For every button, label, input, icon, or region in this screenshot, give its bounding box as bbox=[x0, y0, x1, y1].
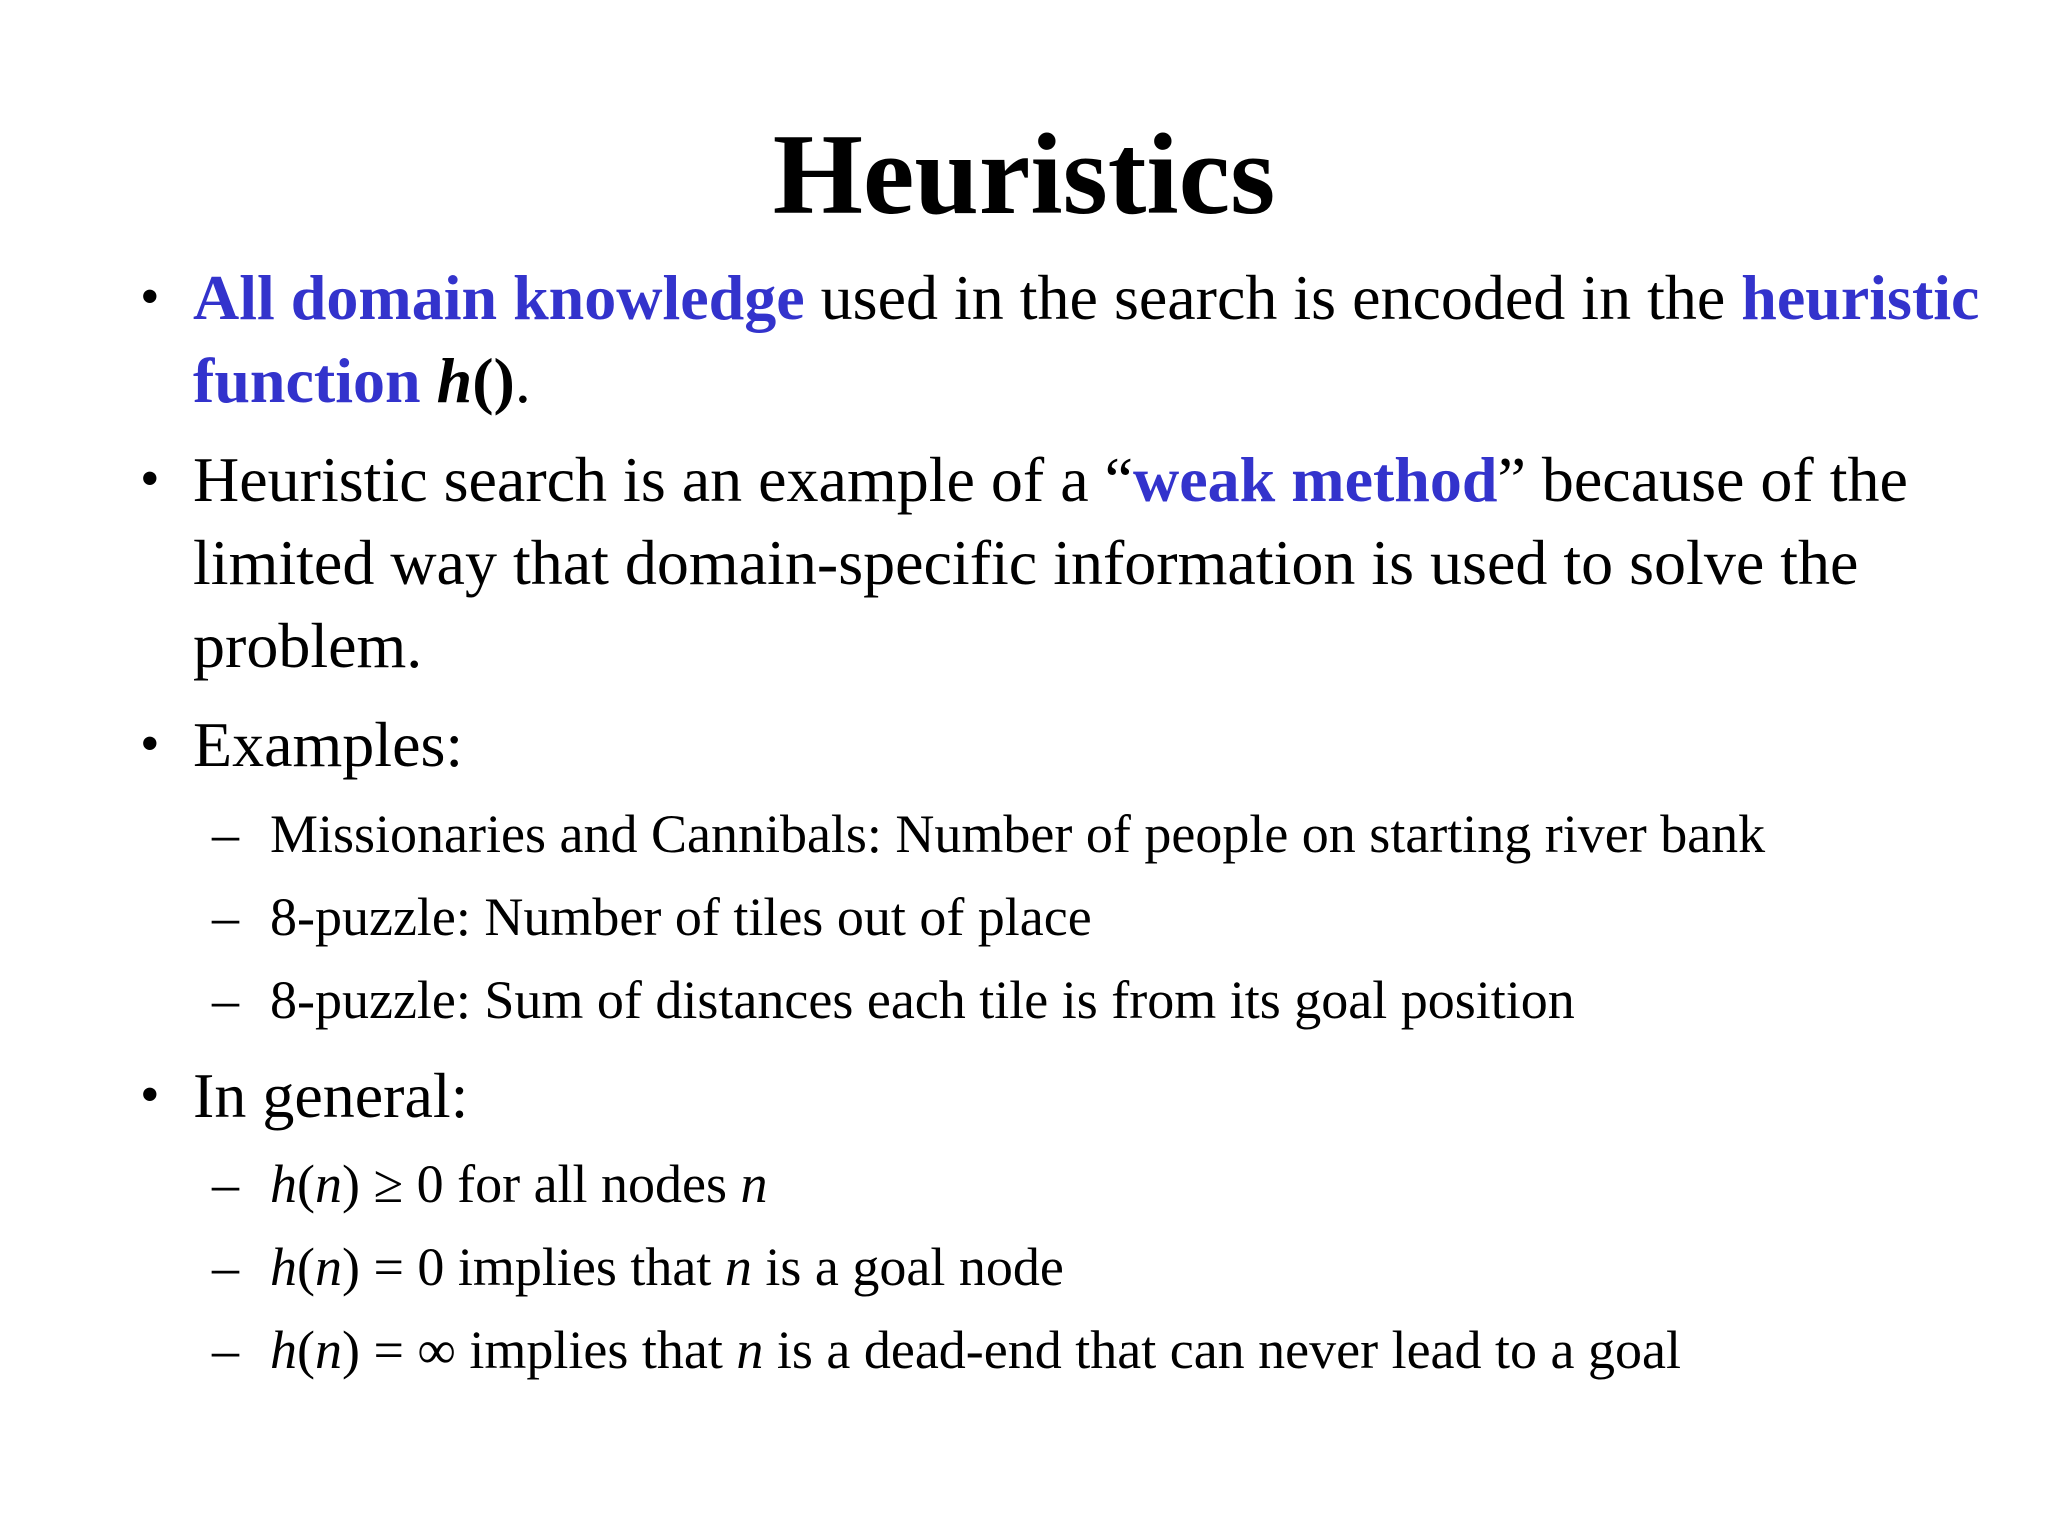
example-text: Missionaries and Cannibals: Number of people on starting river bank bbox=[270, 804, 1766, 864]
bullet-weak-method bbox=[140, 438, 1980, 687]
n-symbol: n bbox=[314, 1320, 342, 1380]
paren: ( bbox=[297, 1237, 315, 1297]
text-span: used in the search is encoded in the bbox=[804, 262, 1742, 333]
text-span: ” because of the limited way that domain-specific information is used to solve the problem. bbox=[193, 444, 1908, 681]
example-text: 8-puzzle: Sum of distances each tile is from its goal position bbox=[270, 970, 1575, 1030]
bullet-dot-icon: • bbox=[140, 713, 160, 775]
text-span: = 0 implies that bbox=[359, 1237, 725, 1297]
general-item bbox=[212, 1143, 2012, 1226]
text-span bbox=[421, 345, 437, 416]
dash-icon: – bbox=[212, 887, 239, 947]
bullet-examples bbox=[140, 703, 1980, 786]
n-symbol: n bbox=[740, 1154, 768, 1214]
paren: ) bbox=[341, 1154, 360, 1214]
bullet-dot-icon: • bbox=[140, 266, 160, 328]
text-span: ≥ 0 for all nodes bbox=[359, 1154, 741, 1214]
general-item bbox=[212, 1226, 2012, 1309]
bullet-domain-knowledge bbox=[140, 256, 1980, 422]
bullet-text: Examples: bbox=[193, 709, 464, 780]
function-symbol: h bbox=[436, 345, 473, 416]
accent-phrase: All domain knowledge bbox=[193, 262, 805, 333]
dash-icon: – bbox=[212, 1237, 239, 1297]
dash-icon: – bbox=[212, 970, 239, 1030]
dash-icon: – bbox=[212, 1154, 239, 1214]
n-symbol: n bbox=[724, 1237, 752, 1297]
text-span: is a dead-end that can never lead to a goal bbox=[763, 1320, 1681, 1380]
paren: ( bbox=[297, 1320, 315, 1380]
general-item bbox=[212, 1309, 2012, 1392]
paren: ) bbox=[341, 1237, 360, 1297]
example-item bbox=[212, 959, 2012, 1042]
example-text: 8-puzzle: Number of tiles out of place bbox=[270, 887, 1092, 947]
accent-phrase: weak method bbox=[1133, 444, 1498, 515]
bullet-dot-icon: • bbox=[140, 448, 160, 510]
bullet-in-general bbox=[140, 1054, 1980, 1137]
general-text bbox=[270, 1309, 2012, 1392]
n-symbol: n bbox=[314, 1154, 342, 1214]
dash-icon: – bbox=[212, 804, 239, 864]
h-symbol: h bbox=[270, 1237, 297, 1297]
text-span: is a goal node bbox=[751, 1237, 1064, 1297]
example-item bbox=[212, 793, 2012, 876]
general-text bbox=[270, 1226, 2012, 1309]
general-text bbox=[270, 1143, 2012, 1226]
n-symbol: n bbox=[736, 1320, 764, 1380]
h-symbol: h bbox=[270, 1320, 297, 1380]
function-parens: () bbox=[472, 345, 515, 416]
dash-icon: – bbox=[212, 1320, 239, 1380]
h-symbol: h bbox=[270, 1154, 297, 1214]
bullet-text bbox=[193, 256, 1980, 422]
bullet-text: In general: bbox=[193, 1060, 469, 1131]
example-item bbox=[212, 876, 2012, 959]
slide-title: Heuristics bbox=[772, 111, 1276, 239]
text-span: Heuristic search is an example of a “ bbox=[193, 444, 1134, 515]
text-span: . bbox=[514, 345, 531, 416]
bullet-dot-icon: • bbox=[140, 1064, 160, 1126]
n-symbol: n bbox=[314, 1237, 342, 1297]
paren: ) bbox=[341, 1320, 360, 1380]
text-span: = ∞ implies that bbox=[359, 1320, 737, 1380]
bullet-text bbox=[193, 438, 1980, 687]
paren: ( bbox=[297, 1154, 315, 1214]
accent-phrase: heuristic function bbox=[193, 262, 1980, 416]
